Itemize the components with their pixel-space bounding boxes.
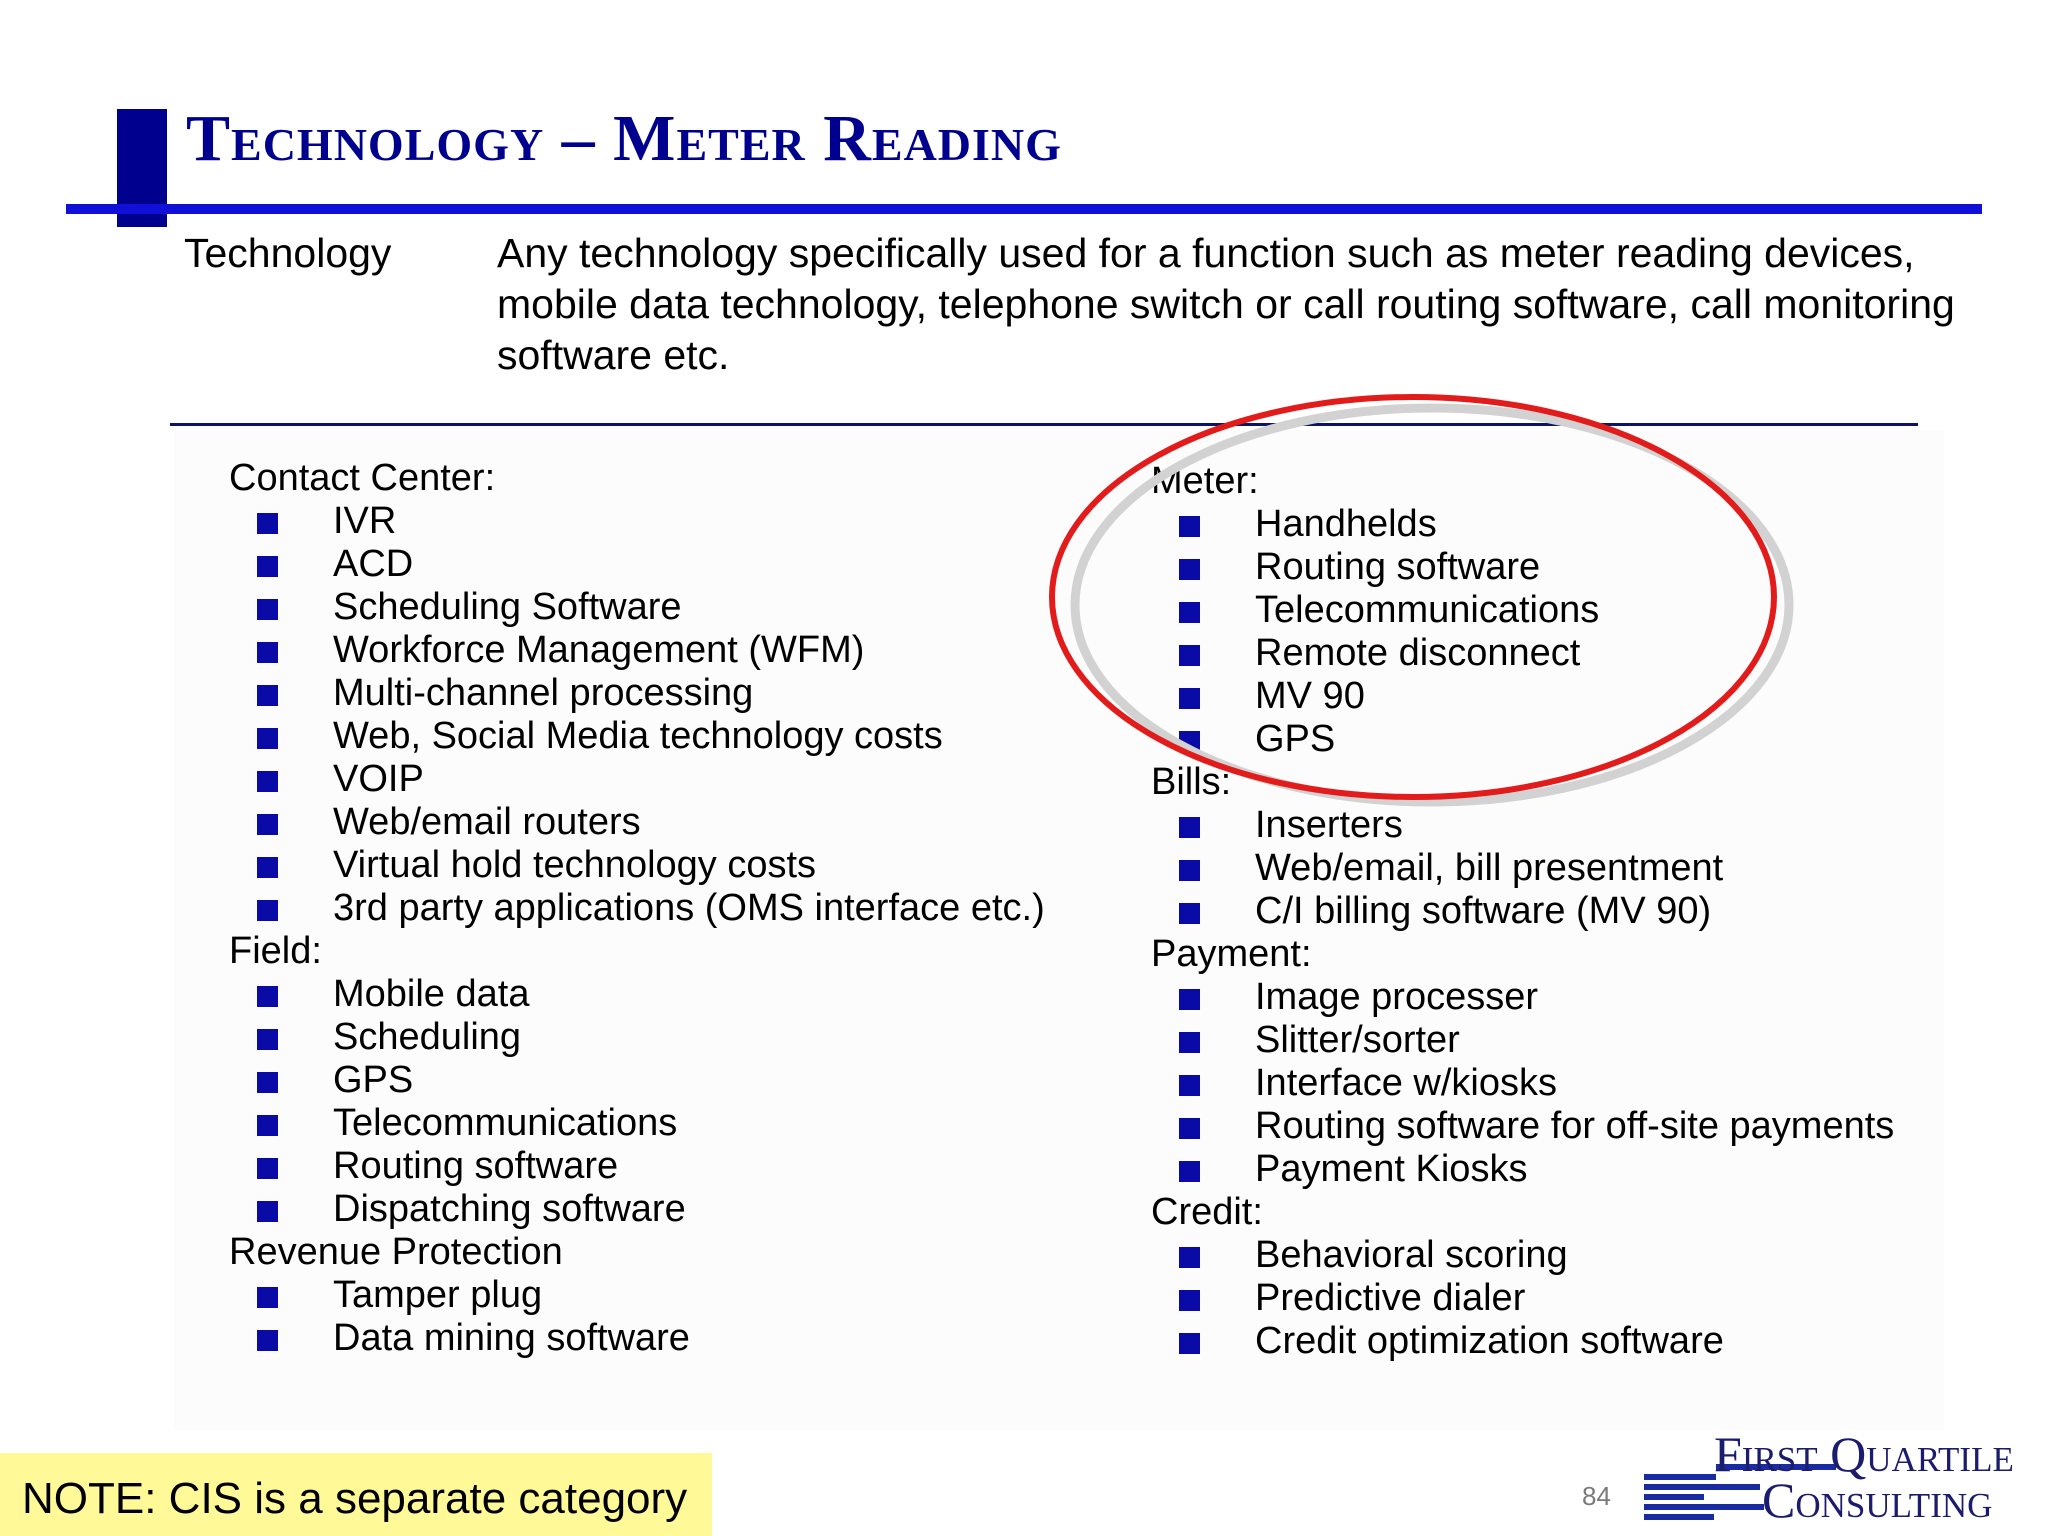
definition-term: Technology bbox=[184, 230, 392, 276]
section-heading: Meter: bbox=[1151, 460, 1259, 502]
list-item-label: Routing software bbox=[1255, 546, 1541, 588]
list-item bbox=[229, 586, 682, 629]
list-item bbox=[1151, 1320, 1724, 1363]
square-bullet-icon bbox=[257, 1029, 278, 1050]
list-item bbox=[229, 1274, 563, 1317]
page-number: 84 bbox=[1582, 1481, 1611, 1511]
list-item bbox=[1151, 632, 1581, 675]
square-bullet-icon bbox=[257, 986, 278, 1007]
list-item-label: GPS bbox=[333, 1059, 414, 1101]
square-bullet-icon bbox=[1179, 860, 1200, 881]
list-item bbox=[1151, 847, 1724, 890]
list-item-label: Data mining software bbox=[333, 1317, 690, 1359]
list-item bbox=[229, 1016, 563, 1059]
square-bullet-icon bbox=[257, 513, 278, 534]
company-logo bbox=[1640, 1425, 2040, 1528]
list-item bbox=[1151, 546, 1541, 589]
square-bullet-icon bbox=[1179, 645, 1200, 666]
list-item bbox=[1151, 1148, 1528, 1191]
section-heading: Field: bbox=[229, 930, 322, 972]
square-bullet-icon bbox=[1179, 1333, 1200, 1354]
square-bullet-icon bbox=[1179, 903, 1200, 924]
list-item bbox=[229, 1145, 619, 1188]
list-item-label: Handhelds bbox=[1255, 503, 1437, 545]
list-item-label: Interface w/kiosks bbox=[1255, 1062, 1557, 1104]
title-divider bbox=[66, 204, 1982, 214]
list-item bbox=[229, 543, 563, 586]
list-item-label: Inserters bbox=[1255, 804, 1403, 846]
list-item-label: Web/email routers bbox=[333, 801, 641, 843]
list-item bbox=[229, 1188, 686, 1231]
list-item-label: Routing software bbox=[333, 1145, 619, 1187]
square-bullet-icon bbox=[257, 771, 278, 792]
section-heading: Bills: bbox=[1151, 761, 1232, 803]
square-bullet-icon bbox=[257, 1158, 278, 1179]
list-item bbox=[1151, 976, 1539, 1019]
square-bullet-icon bbox=[1179, 731, 1200, 752]
slide-title: Technology – Meter Reading bbox=[186, 102, 1062, 175]
square-bullet-icon bbox=[1179, 1032, 1200, 1053]
list-item-label: Telecommunications bbox=[333, 1102, 678, 1144]
list-item bbox=[229, 672, 754, 715]
list-item bbox=[1151, 1277, 1526, 1320]
square-bullet-icon bbox=[1179, 817, 1200, 838]
list-item-label: Predictive dialer bbox=[1255, 1277, 1526, 1319]
square-bullet-icon bbox=[257, 1330, 278, 1351]
list-item bbox=[1151, 589, 1600, 632]
square-bullet-icon bbox=[1179, 688, 1200, 709]
square-bullet-icon bbox=[257, 900, 278, 921]
list-item bbox=[1151, 675, 1365, 718]
list-item bbox=[229, 801, 641, 844]
square-bullet-icon bbox=[257, 1072, 278, 1093]
note-text: NOTE: CIS is a separate category bbox=[22, 1474, 688, 1523]
list-item bbox=[1151, 1234, 1568, 1277]
list-item-label: Payment Kiosks bbox=[1255, 1148, 1528, 1190]
square-bullet-icon bbox=[1179, 602, 1200, 623]
list-item-label: ACD bbox=[333, 543, 414, 585]
list-item bbox=[229, 973, 563, 1016]
list-item-label: 3rd party applications (OMS interface etc.) bbox=[333, 887, 1045, 929]
list-item bbox=[229, 1102, 678, 1145]
list-item bbox=[229, 1059, 563, 1102]
list-item bbox=[1151, 1062, 1557, 1105]
definition-divider bbox=[170, 423, 1918, 426]
logo-line-1: First Quartile bbox=[1714, 1426, 2014, 1482]
list-item-label: IVR bbox=[333, 500, 397, 542]
list-item-label: MV 90 bbox=[1255, 675, 1365, 717]
list-item-label: Multi-channel processing bbox=[333, 672, 754, 714]
list-item-label: Telecommunications bbox=[1255, 589, 1600, 631]
list-item-label: Tamper plug bbox=[333, 1274, 543, 1316]
list-item bbox=[229, 758, 563, 801]
square-bullet-icon bbox=[257, 1201, 278, 1222]
list-item bbox=[1151, 1105, 1895, 1148]
square-bullet-icon bbox=[257, 728, 278, 749]
section-heading: Revenue Protection bbox=[229, 1231, 563, 1273]
square-bullet-icon bbox=[1179, 559, 1200, 580]
list-item-label: GPS bbox=[1255, 718, 1336, 760]
list-item bbox=[229, 500, 563, 543]
logo-line-2: Consulting bbox=[1762, 1472, 1993, 1528]
list-item-label: Dispatching software bbox=[333, 1188, 686, 1230]
square-bullet-icon bbox=[257, 556, 278, 577]
list-item-label: Behavioral scoring bbox=[1255, 1234, 1568, 1276]
list-item-label: Virtual hold technology costs bbox=[333, 844, 817, 886]
note-box bbox=[0, 1453, 712, 1536]
list-item-label: Scheduling Software bbox=[333, 586, 682, 628]
list-item-label: Scheduling bbox=[333, 1016, 522, 1058]
list-item bbox=[229, 887, 1045, 930]
list-item bbox=[229, 1317, 690, 1360]
square-bullet-icon bbox=[257, 599, 278, 620]
definition-text: Any technology specifically used for a function such as meter reading devices, mobile data technology, telephone switch or call routing software, call monitoring software etc. bbox=[497, 230, 1955, 378]
list-item-label: VOIP bbox=[333, 758, 424, 800]
list-item-label: Slitter/sorter bbox=[1255, 1019, 1460, 1061]
list-item-label: Web/email, bill presentment bbox=[1255, 847, 1724, 889]
list-item bbox=[1151, 718, 1336, 761]
list-item bbox=[229, 629, 865, 672]
list-item-label: Routing software for off-site payments bbox=[1255, 1105, 1895, 1147]
square-bullet-icon bbox=[1179, 1118, 1200, 1139]
list-item-label: Credit optimization software bbox=[1255, 1320, 1724, 1362]
square-bullet-icon bbox=[257, 685, 278, 706]
square-bullet-icon bbox=[1179, 1075, 1200, 1096]
square-bullet-icon bbox=[1179, 1290, 1200, 1311]
square-bullet-icon bbox=[1179, 1247, 1200, 1268]
list-item-label: Remote disconnect bbox=[1255, 632, 1581, 674]
section-heading: Payment: bbox=[1151, 933, 1312, 975]
list-item-label: Mobile data bbox=[333, 973, 530, 1015]
right-column bbox=[1151, 460, 1895, 1363]
square-bullet-icon bbox=[257, 1115, 278, 1136]
list-item-label: Workforce Management (WFM) bbox=[333, 629, 865, 671]
section-heading: Contact Center: bbox=[229, 457, 496, 499]
list-item-label: C/I billing software (MV 90) bbox=[1255, 890, 1712, 932]
square-bullet-icon bbox=[1179, 516, 1200, 537]
list-item bbox=[1151, 1019, 1460, 1062]
list-item bbox=[1151, 804, 1403, 847]
left-column bbox=[229, 457, 1045, 1360]
square-bullet-icon bbox=[257, 642, 278, 663]
square-bullet-icon bbox=[1179, 1161, 1200, 1182]
list-item bbox=[229, 844, 817, 887]
list-item bbox=[1151, 890, 1712, 933]
square-bullet-icon bbox=[257, 857, 278, 878]
list-item-label: Web, Social Media technology costs bbox=[333, 715, 943, 757]
square-bullet-icon bbox=[257, 814, 278, 835]
list-item-label: Image processer bbox=[1255, 976, 1539, 1018]
list-item bbox=[229, 715, 943, 758]
square-bullet-icon bbox=[1179, 989, 1200, 1010]
section-heading: Credit: bbox=[1151, 1191, 1263, 1233]
square-bullet-icon bbox=[257, 1287, 278, 1308]
list-item bbox=[1151, 503, 1437, 546]
